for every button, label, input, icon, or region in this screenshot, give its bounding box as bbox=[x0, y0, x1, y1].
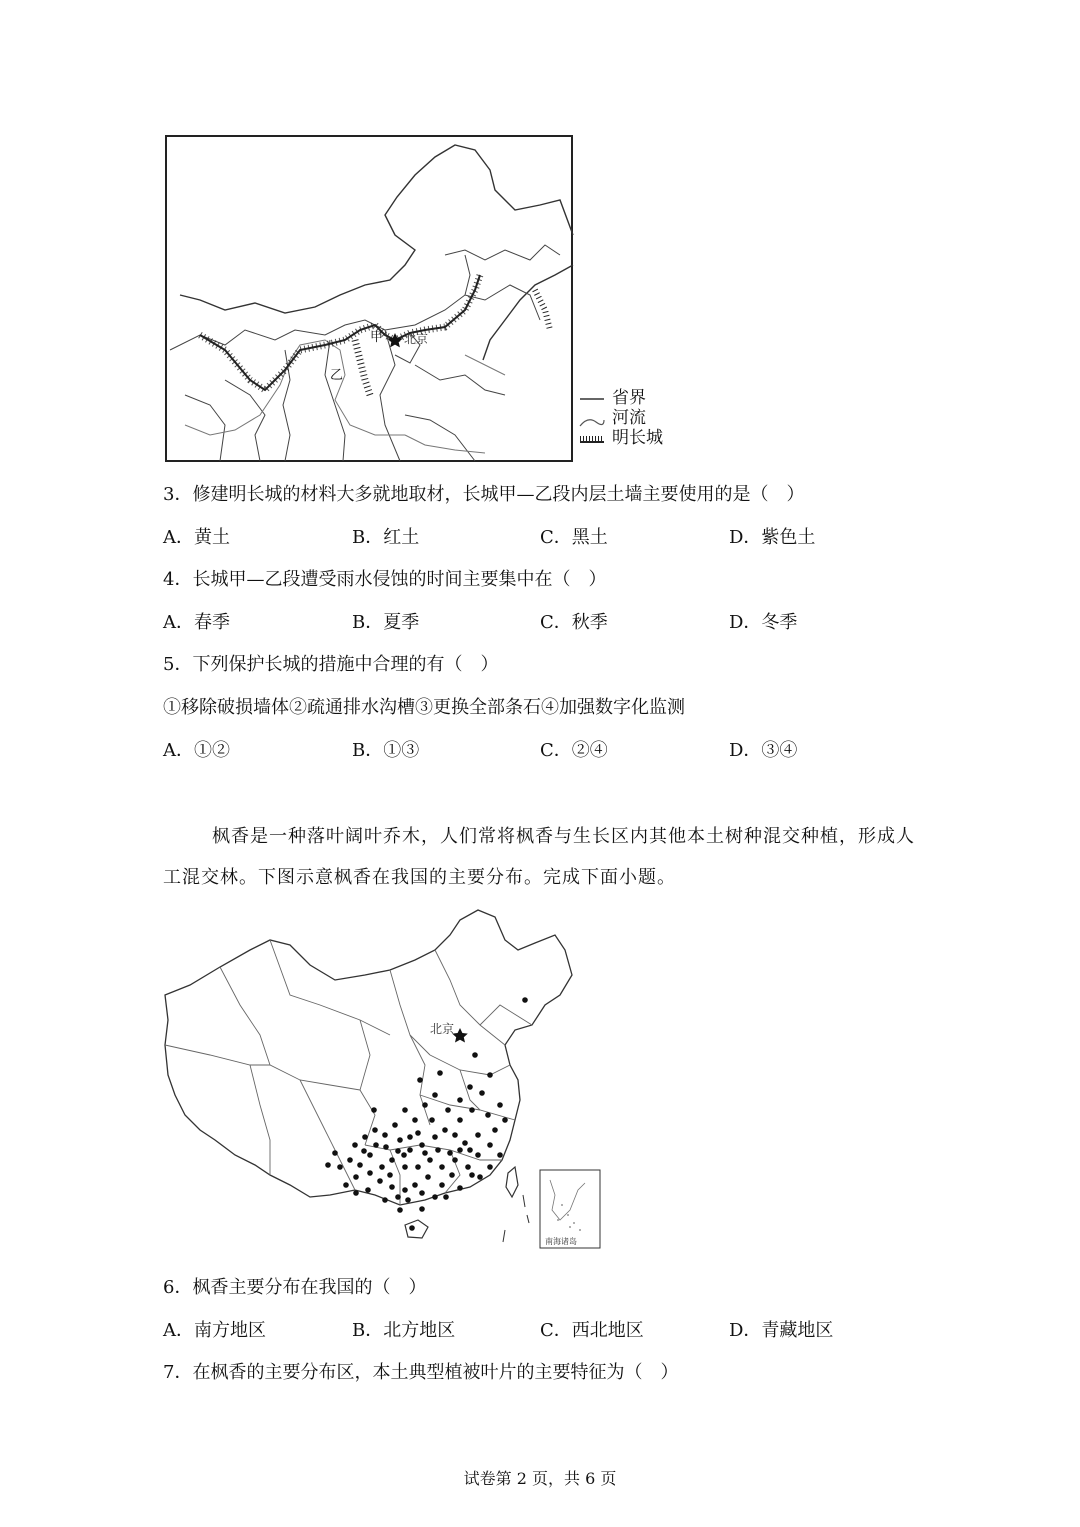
legend-river-label: 河流 bbox=[612, 408, 646, 428]
distribution-dot bbox=[522, 997, 528, 1003]
distribution-dot bbox=[422, 1150, 428, 1156]
distribution-dot bbox=[405, 1197, 411, 1203]
distribution-dot bbox=[407, 1147, 413, 1153]
distribution-dot bbox=[457, 1097, 463, 1103]
q5-option-a[interactable]: A．①② bbox=[163, 740, 230, 761]
distribution-dot bbox=[389, 1157, 395, 1163]
question-4-stem: 4．长城甲—乙段遭受雨水侵蚀的时间主要集中在（ ） bbox=[163, 569, 607, 590]
distribution-dot bbox=[387, 1172, 393, 1178]
distribution-dot bbox=[475, 1152, 481, 1158]
distribution-dot bbox=[353, 1190, 359, 1196]
distribution-dot bbox=[353, 1174, 359, 1180]
legend-great-wall-label: 明长城 bbox=[612, 428, 663, 448]
distribution-dot bbox=[402, 1187, 408, 1193]
distribution-dot bbox=[422, 1102, 428, 1108]
distribution-dot bbox=[452, 1132, 458, 1138]
q5-option-b[interactable]: B．①③ bbox=[352, 740, 420, 761]
south-china-sea-inset bbox=[540, 1170, 600, 1248]
q5-option-d[interactable]: D．③④ bbox=[729, 740, 798, 761]
distribution-dot bbox=[361, 1148, 367, 1154]
distribution-dot bbox=[437, 1070, 443, 1076]
distribution-dot bbox=[439, 1182, 445, 1188]
distribution-dot bbox=[377, 1178, 383, 1184]
distribution-dot bbox=[397, 1137, 403, 1143]
map-frame bbox=[166, 136, 572, 461]
distribution-dot bbox=[352, 1142, 358, 1148]
distribution-dot bbox=[445, 1107, 451, 1113]
province-boundaries bbox=[165, 940, 532, 1205]
distribution-dot bbox=[502, 1117, 508, 1123]
legend-province-label: 省界 bbox=[612, 388, 646, 408]
china-map-figure bbox=[160, 905, 610, 1253]
q6-option-c[interactable]: C．西北地区 bbox=[540, 1320, 644, 1341]
question-5-items: ①移除破损墙体②疏通排水沟槽③更换全部条石④加强数字化监测 bbox=[163, 697, 685, 718]
distribution-dot bbox=[432, 1194, 438, 1200]
sweetgum-distribution-map bbox=[160, 905, 610, 1253]
distribution-dot bbox=[382, 1197, 388, 1203]
offshore-island-marks bbox=[503, 1195, 529, 1242]
distribution-dot bbox=[443, 1194, 449, 1200]
distribution-dot bbox=[475, 1132, 481, 1138]
great-wall-map-figure bbox=[165, 135, 575, 463]
q6-option-d[interactable]: D．青藏地区 bbox=[729, 1320, 834, 1341]
distribution-dot bbox=[447, 1150, 453, 1156]
distribution-dot bbox=[457, 1147, 463, 1153]
q6-option-b[interactable]: B．北方地区 bbox=[352, 1320, 456, 1341]
distribution-dot bbox=[347, 1157, 353, 1163]
distribution-dot bbox=[462, 1140, 468, 1146]
distribution-dot bbox=[487, 1164, 493, 1170]
distribution-dot bbox=[401, 1152, 407, 1158]
distribution-dot bbox=[357, 1162, 363, 1168]
distribution-dot bbox=[402, 1107, 408, 1113]
distribution-dot bbox=[332, 1150, 338, 1156]
distribution-dot bbox=[467, 1147, 473, 1153]
distribution-dot bbox=[325, 1162, 331, 1168]
distribution-dot bbox=[415, 1130, 421, 1136]
distribution-dot bbox=[397, 1207, 403, 1213]
distribution-dot bbox=[373, 1142, 379, 1148]
distribution-dot bbox=[457, 1185, 463, 1191]
taiwan-island bbox=[506, 1167, 518, 1197]
passage-line-1: 枫香是一种落叶阔叶乔木，人们常将枫香与生长区内其他本土树种混交种植，形成人 bbox=[212, 826, 915, 847]
distribution-dot bbox=[367, 1152, 373, 1158]
q3-option-d[interactable]: D．紫色土 bbox=[729, 527, 816, 548]
distribution-dot bbox=[419, 1190, 425, 1196]
distribution-dot bbox=[477, 1174, 483, 1180]
distribution-dot bbox=[419, 1142, 425, 1148]
q5-option-c[interactable]: C．②④ bbox=[540, 740, 608, 761]
hainan-island bbox=[405, 1220, 428, 1238]
distribution-dot bbox=[409, 1225, 415, 1231]
map1-legend bbox=[578, 386, 688, 462]
distribution-dot bbox=[427, 1157, 433, 1163]
distribution-dot bbox=[389, 1184, 395, 1190]
distribution-dot bbox=[487, 1072, 493, 1078]
distribution-dot bbox=[487, 1142, 493, 1148]
distribution-dot bbox=[467, 1084, 473, 1090]
inset-label: 南海诸岛 bbox=[545, 1237, 577, 1246]
question-3-stem: 3．修建明长城的材料大多就地取材，长城甲—乙段内层土墙主要使用的是（ ） bbox=[163, 484, 805, 505]
distribution-dot bbox=[392, 1122, 398, 1128]
distribution-dot bbox=[449, 1172, 455, 1178]
distribution-dot bbox=[379, 1164, 385, 1170]
marker-jia: 甲 bbox=[370, 330, 384, 345]
distribution-dot bbox=[452, 1157, 458, 1163]
distribution-dot bbox=[435, 1147, 441, 1153]
distribution-dot bbox=[492, 1127, 498, 1133]
marker-yi: 乙 bbox=[330, 368, 344, 383]
q3-option-b[interactable]: B．红土 bbox=[352, 527, 420, 548]
distribution-dot bbox=[457, 1117, 463, 1123]
distribution-dot bbox=[395, 1148, 401, 1154]
distribution-dot bbox=[415, 1164, 421, 1170]
beijing-star-icon bbox=[452, 1028, 468, 1043]
distribution-dot bbox=[497, 1102, 503, 1108]
q4-option-c[interactable]: C．秋季 bbox=[540, 612, 608, 633]
distribution-dot bbox=[402, 1164, 408, 1170]
question-6-stem: 6．枫香主要分布在我国的（ ） bbox=[163, 1277, 427, 1298]
question-5-stem: 5．下列保护长城的措施中合理的有（ ） bbox=[163, 654, 499, 675]
distribution-dot bbox=[407, 1134, 413, 1140]
beijing-label: 北京 bbox=[404, 332, 429, 346]
distribution-dot bbox=[372, 1127, 378, 1133]
distribution-dot bbox=[465, 1164, 471, 1170]
distribution-dot bbox=[429, 1117, 435, 1123]
distribution-dot bbox=[412, 1117, 418, 1123]
q3-option-c[interactable]: C．黑土 bbox=[540, 527, 608, 548]
distribution-dot bbox=[412, 1182, 418, 1188]
q3-option-a[interactable]: A．黄土 bbox=[163, 527, 230, 548]
distribution-dot bbox=[497, 1152, 503, 1158]
china-outline bbox=[165, 910, 572, 1205]
distribution-dot bbox=[337, 1164, 343, 1170]
distribution-dot bbox=[479, 1090, 485, 1096]
q6-option-a[interactable]: A．南方地区 bbox=[163, 1320, 266, 1341]
distribution-dot bbox=[485, 1112, 491, 1118]
distribution-dot bbox=[365, 1187, 371, 1193]
distribution-dot bbox=[419, 1206, 425, 1212]
beijing-label: 北京 bbox=[430, 1022, 455, 1036]
distribution-dot bbox=[442, 1127, 448, 1133]
distribution-dot bbox=[343, 1182, 349, 1188]
distribution-dot bbox=[367, 1170, 373, 1176]
distribution-dot bbox=[472, 1052, 478, 1058]
q4-option-a[interactable]: A．春季 bbox=[163, 612, 230, 633]
page-footer: 试卷第 2 页，共 6 页 bbox=[463, 1469, 617, 1488]
distribution-dot bbox=[382, 1132, 388, 1138]
question-7-stem: 7．在枫香的主要分布区，本土典型植被叶片的主要特征为（ ） bbox=[163, 1362, 679, 1383]
great-wall-map bbox=[165, 135, 575, 463]
distribution-dot bbox=[469, 1107, 475, 1113]
distribution-dot bbox=[395, 1194, 401, 1200]
distribution-dot bbox=[362, 1134, 368, 1140]
distribution-dot bbox=[417, 1077, 423, 1083]
distribution-dot bbox=[425, 1174, 431, 1180]
distribution-dot bbox=[439, 1164, 445, 1170]
legend-symbols bbox=[578, 386, 606, 462]
legend-river-symbol bbox=[580, 420, 604, 426]
distribution-dot bbox=[383, 1144, 389, 1150]
passage-line-2: 工混交林。下图示意枫香在我国的主要分布。完成下面小题。 bbox=[163, 867, 676, 888]
q4-option-d[interactable]: D．冬季 bbox=[729, 612, 798, 633]
distribution-dot bbox=[371, 1107, 377, 1113]
q4-option-b[interactable]: B．夏季 bbox=[352, 612, 420, 633]
distribution-dot bbox=[432, 1092, 438, 1098]
distribution-dot bbox=[469, 1172, 475, 1178]
distribution-dot bbox=[432, 1134, 438, 1140]
